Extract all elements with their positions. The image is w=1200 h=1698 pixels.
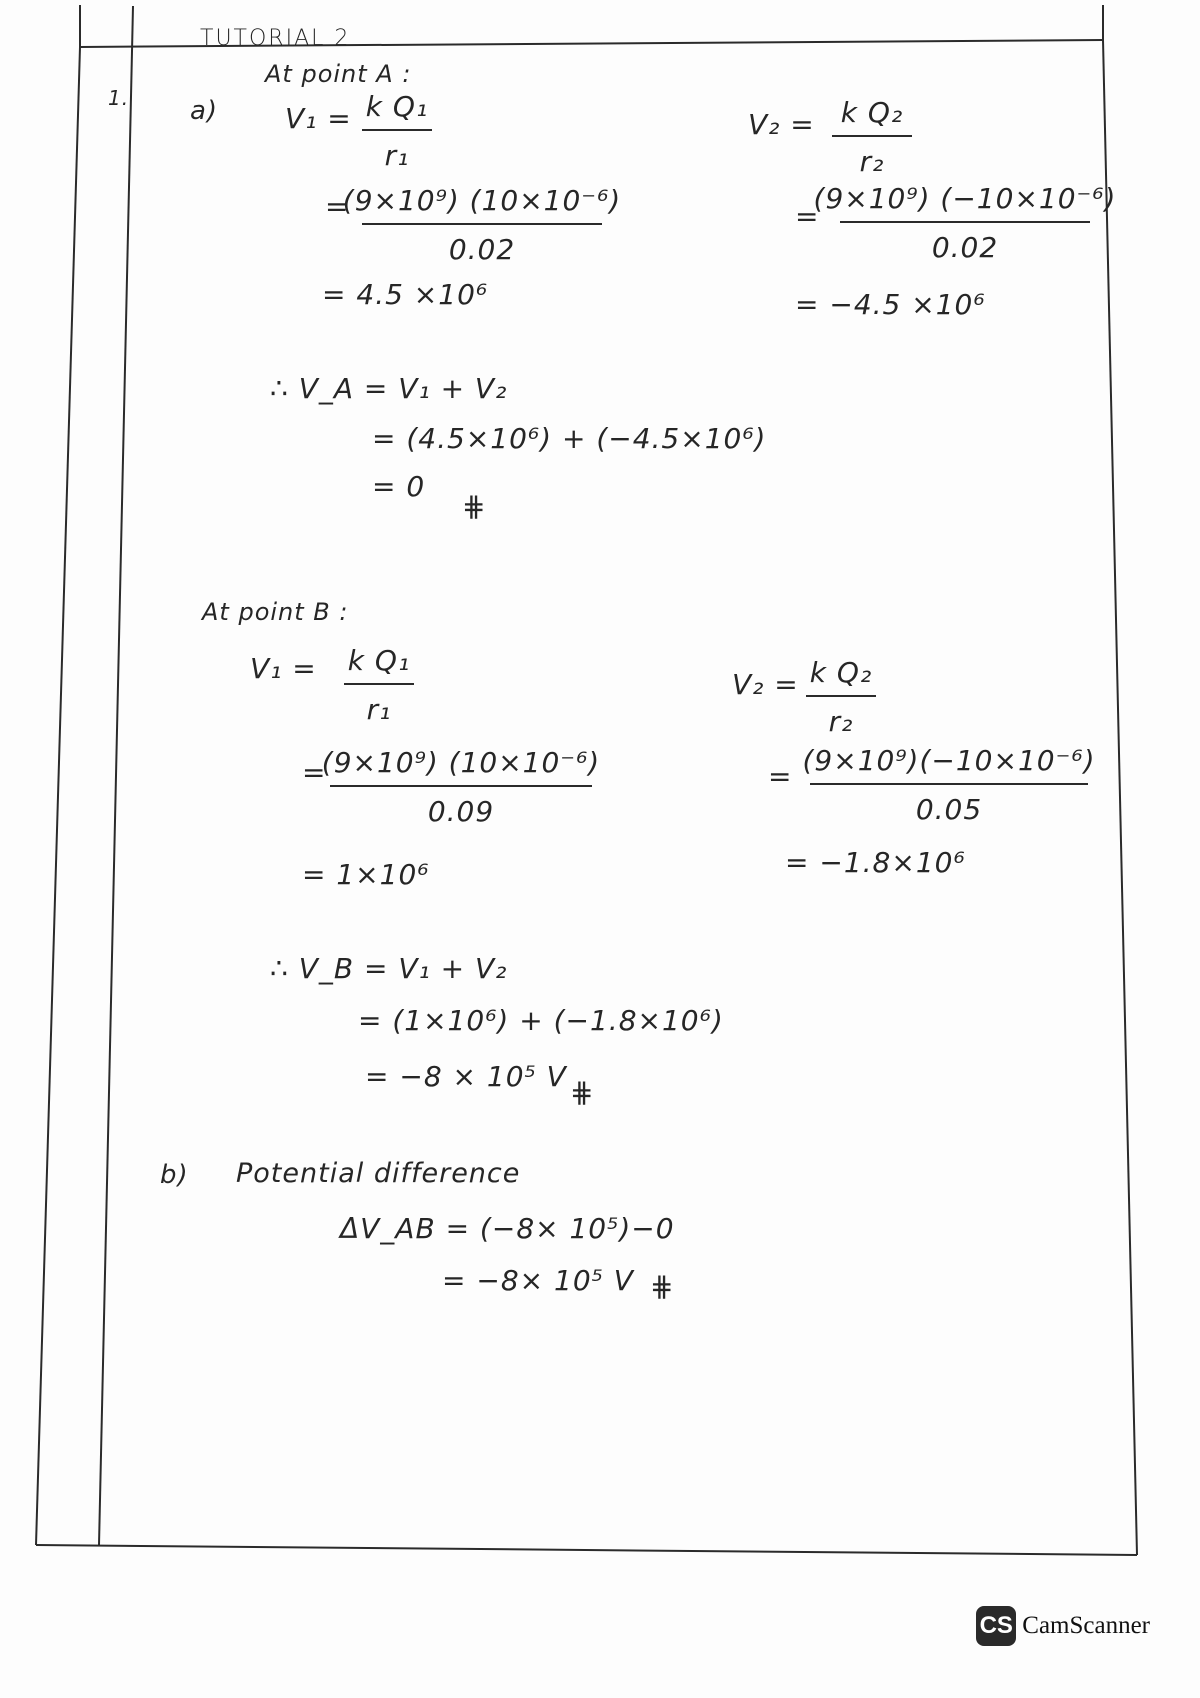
point-b-v2-lhs: V₂ = [732,668,799,701]
margin-line-inner [99,6,133,1545]
fraction-bar [362,129,432,131]
point-b-end-mark: ⋕ [570,1076,595,1109]
page-title: TUTORIAL 2 [200,26,351,51]
point-a-sum-line-1: ∴ V_A = V₁ + V₂ [270,372,508,405]
point-b-v1-lhs: V₁ = [250,652,317,685]
point-a-end-mark: ⋕ [462,490,487,523]
fraction-bar [832,135,912,137]
point-a-v2-sub-denominator: 0.02 [931,231,999,264]
fraction-bar [344,683,414,685]
point-a-v2-result: = −4.5 ×10⁶ [795,288,986,321]
point-a-v1-sub-numerator: (9×10⁹) (10×10⁻⁶) [342,184,622,217]
right-border [1103,40,1137,1555]
point-a-v2-lhs: V₂ = [748,108,815,141]
bottom-rule [36,1545,1137,1555]
point-a-v2-substitution [813,182,1117,264]
point-a-v1-sub-equals: = [325,190,350,223]
point-b-sum-line-3: = −8 × 10⁵ V [365,1060,567,1093]
point-b-v1-sub-numerator: (9×10⁹) (10×10⁻⁶) [321,746,601,779]
fraction-bar [362,223,602,225]
point-a-v1-substitution [342,184,622,266]
point-a-v1-sub-denominator: 0.02 [448,233,516,266]
part-b-heading: Potential difference [236,1158,521,1189]
point-a-v2-sub-numerator: (9×10⁹) (−10×10⁻⁶) [813,182,1117,215]
part-b-line-1: ΔV_AB = (−8× 10⁵)−0 [340,1212,675,1245]
point-a-heading: At point A : [265,60,412,88]
point-b-v1-numerator: k Q₁ [347,644,411,677]
point-b-sum-line-1: ∴ V_B = V₁ + V₂ [270,952,508,985]
point-a-v2-fraction [832,96,912,178]
point-b-v1-sub-equals: = [302,756,327,789]
point-a-v1-numerator: k Q₁ [365,90,429,123]
point-b-sum-line-2: = (1×10⁶) + (−1.8×10⁶) [358,1004,724,1037]
part-b-label: b) [160,1160,189,1190]
point-b-v2-denominator: r₂ [828,705,854,738]
fraction-bar [840,221,1090,223]
margin-line-outer [36,47,80,1545]
point-b-v2-fraction [806,656,876,738]
question-number: 1. [108,86,130,110]
fraction-bar [330,785,592,787]
point-b-v2-sub-denominator: 0.05 [915,793,983,826]
point-b-v2-numerator: k Q₂ [809,656,873,689]
point-b-v1-result: = 1×10⁶ [302,858,430,891]
camscanner-watermark [976,1606,1150,1646]
point-a-v1-result: = 4.5 ×10⁶ [322,278,489,311]
point-b-v2-sub-numerator: (9×10⁹)(−10×10⁻⁶) [802,744,1096,777]
point-b-heading: At point B : [202,598,349,626]
point-a-v1-fraction [362,90,432,172]
point-a-v2-denominator: r₂ [859,145,885,178]
point-a-v1-lhs: V₁ = [285,102,352,135]
camscanner-logo-icon: CS [976,1606,1016,1646]
part-b-line-2: = −8× 10⁵ V [442,1264,634,1297]
point-b-v1-sub-denominator: 0.09 [427,795,495,828]
point-a-sum-line-3: = 0 [372,470,426,503]
fraction-bar [806,695,876,697]
point-a-v2-sub-equals: = [795,200,820,233]
part-b-end-mark: ⋕ [650,1270,675,1303]
point-b-v1-fraction [344,644,414,726]
camscanner-name: CamScanner [1022,1612,1150,1639]
point-b-v2-substitution [802,744,1096,826]
point-b-v2-sub-equals: = [768,760,793,793]
point-a-sum-line-2: = (4.5×10⁶) + (−4.5×10⁶) [372,422,767,455]
fraction-bar [810,783,1088,785]
point-b-v1-substitution [321,746,601,828]
point-b-v2-result: = −1.8×10⁶ [785,846,966,879]
point-b-v1-denominator: r₁ [366,693,392,726]
point-a-v1-denominator: r₁ [384,139,410,172]
point-a-v2-numerator: k Q₂ [840,96,904,129]
part-a-label: a) [190,96,219,126]
